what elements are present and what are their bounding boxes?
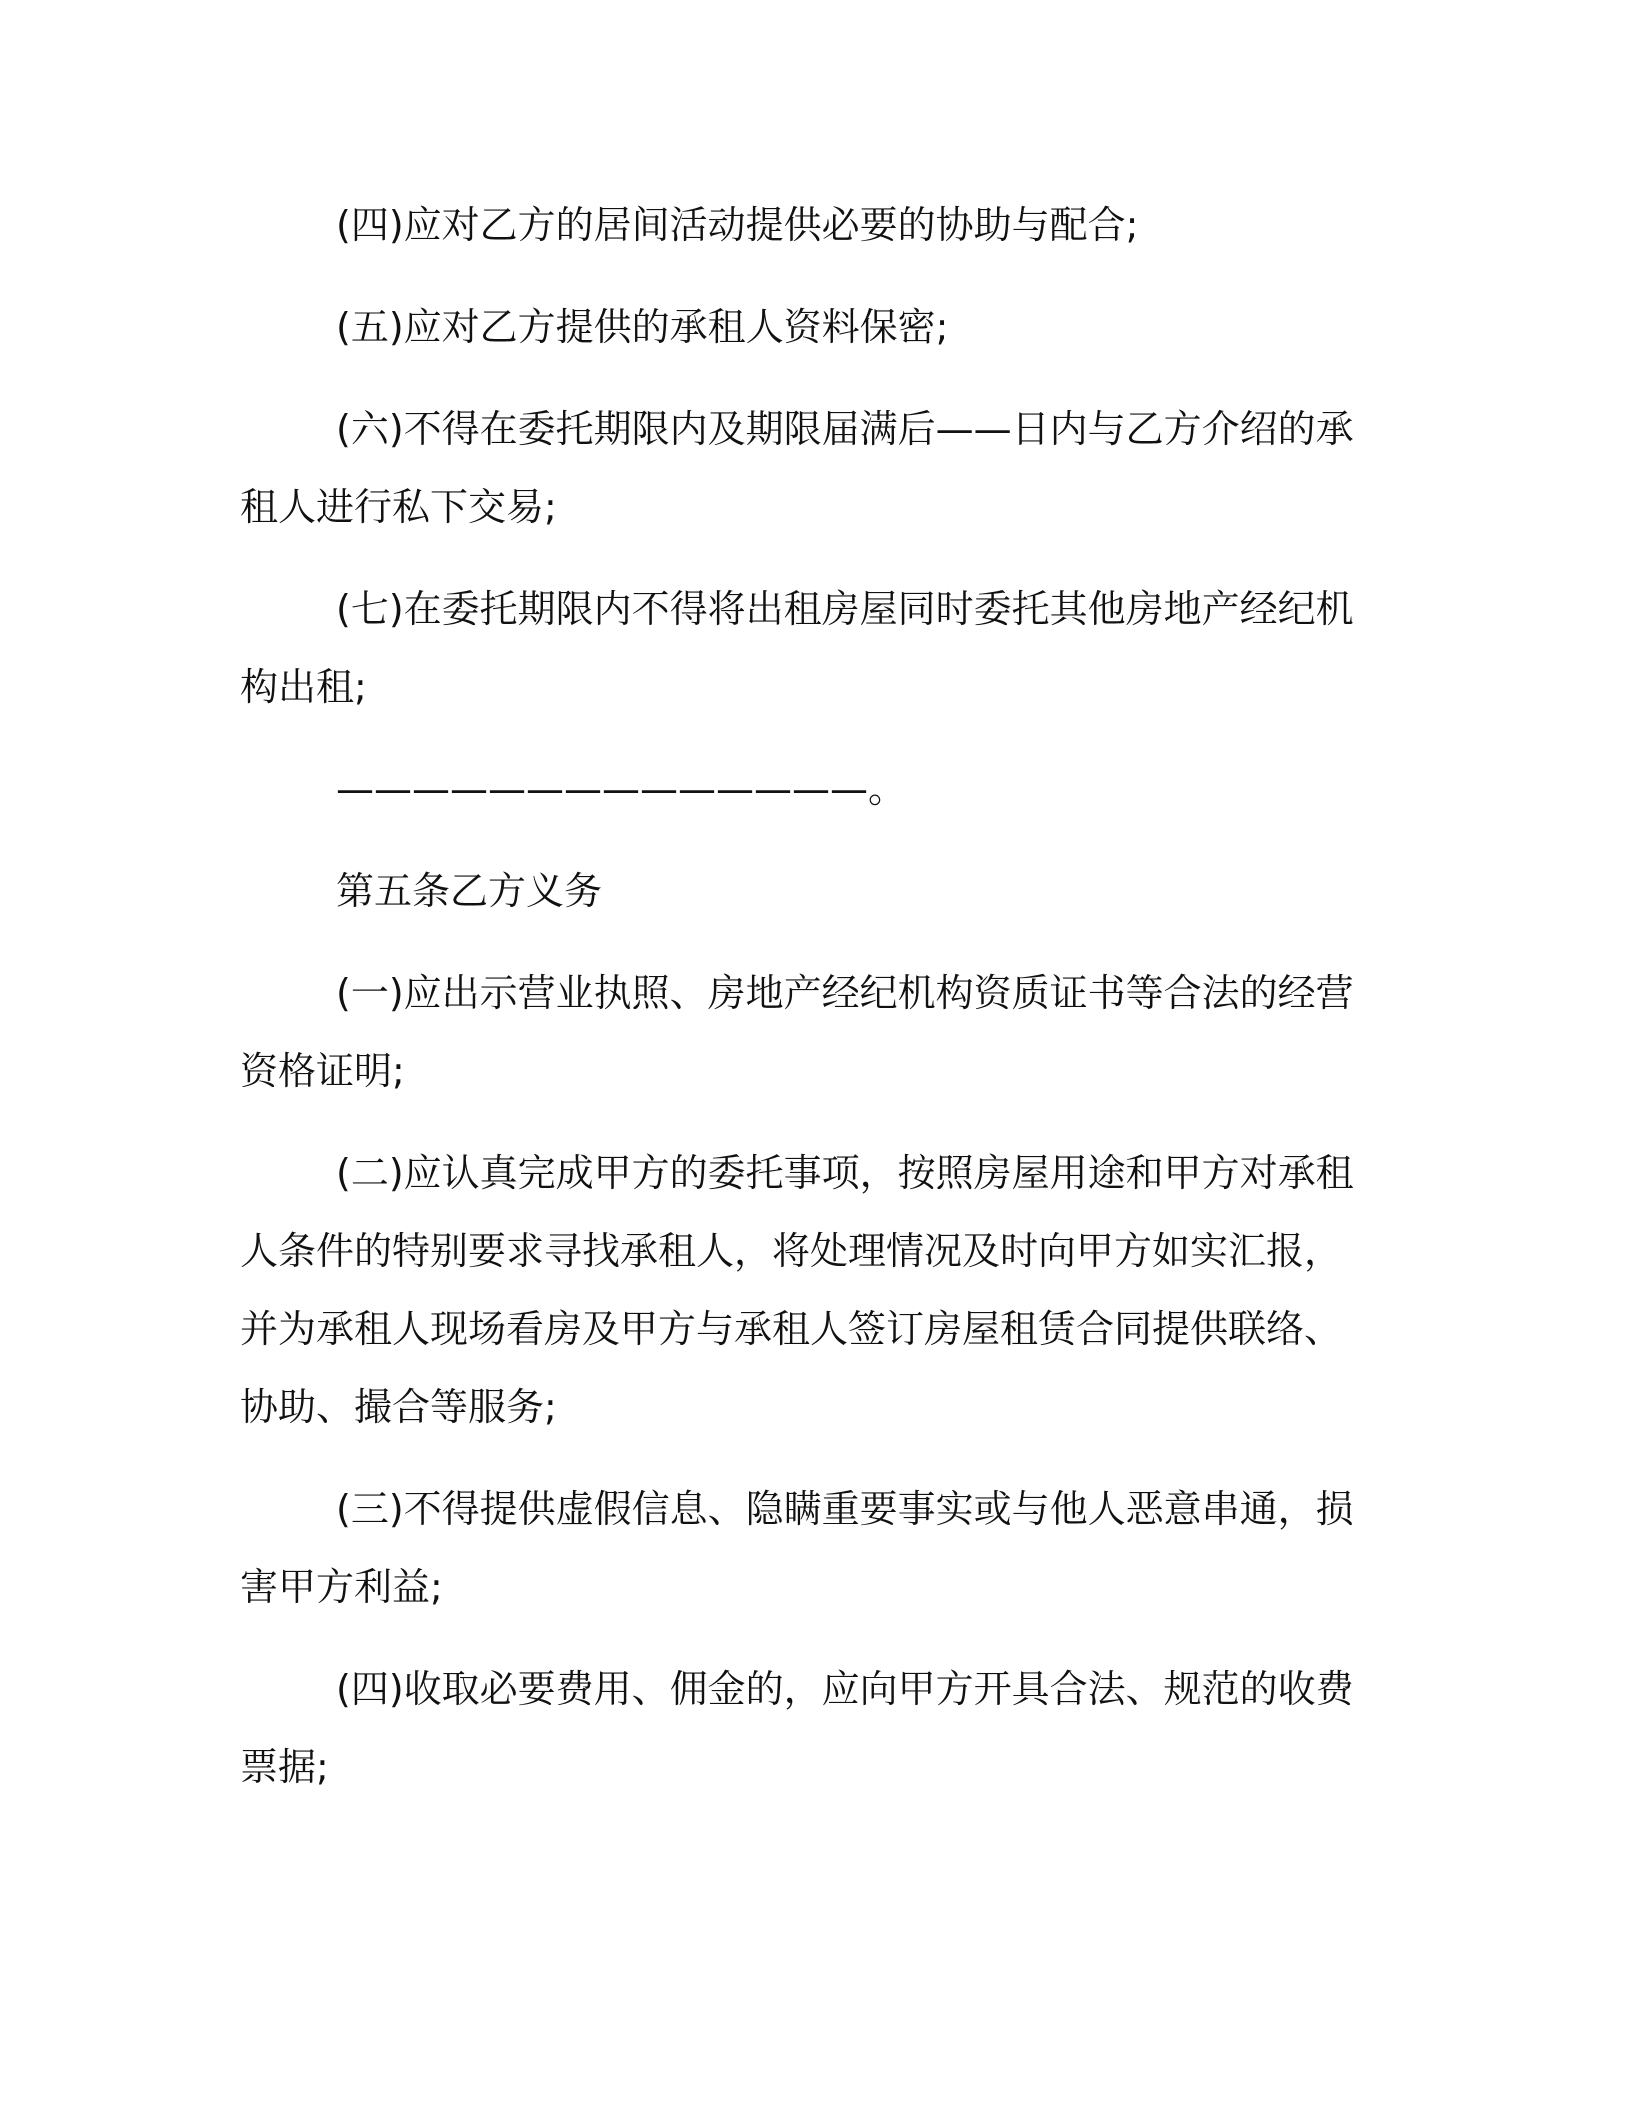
duty-2-complete-entrustment: (二)应认真完成甲方的委托事项，按照房屋用途和甲方对承租人条件的特别要求寻找承租人，将处理情况及时向甲方如实汇报，并为承租人现场看房及甲方与承租人签订房屋租赁合同提供联络、协助、撮合等服务; <box>240 1151 1354 1429</box>
clause-5-confidentiality: (五)应对乙方提供的承租人资料保密; <box>336 305 949 349</box>
duty-1-license: (一)应出示营业执照、房地产经纪机构资质证书等合法的经营资格证明; <box>240 971 1354 1093</box>
document-body <box>240 186 1368 1830</box>
article-5-heading: 第五条乙方义务 <box>336 869 603 913</box>
duty-4-receipts: (四)收取必要费用、佣金的，应向甲方开具合法、规范的收费票据; <box>240 1667 1354 1789</box>
clause-6-no-private-deal: (六)不得在委托期限内及期限届满后——日内与乙方介绍的承租人进行私下交易; <box>240 407 1354 529</box>
clause-4-cooperation: (四)应对乙方的居间活动提供必要的协助与配合; <box>336 203 1139 247</box>
blank-fill-line: ——————————————。 <box>336 767 907 811</box>
clause-7-exclusive-agency: (七)在委托期限内不得将出租房屋同时委托其他房地产经纪机构出租; <box>240 587 1354 709</box>
duty-3-no-false-info: (三)不得提供虚假信息、隐瞒重要事实或与他人恶意串通，损害甲方利益; <box>240 1487 1354 1609</box>
